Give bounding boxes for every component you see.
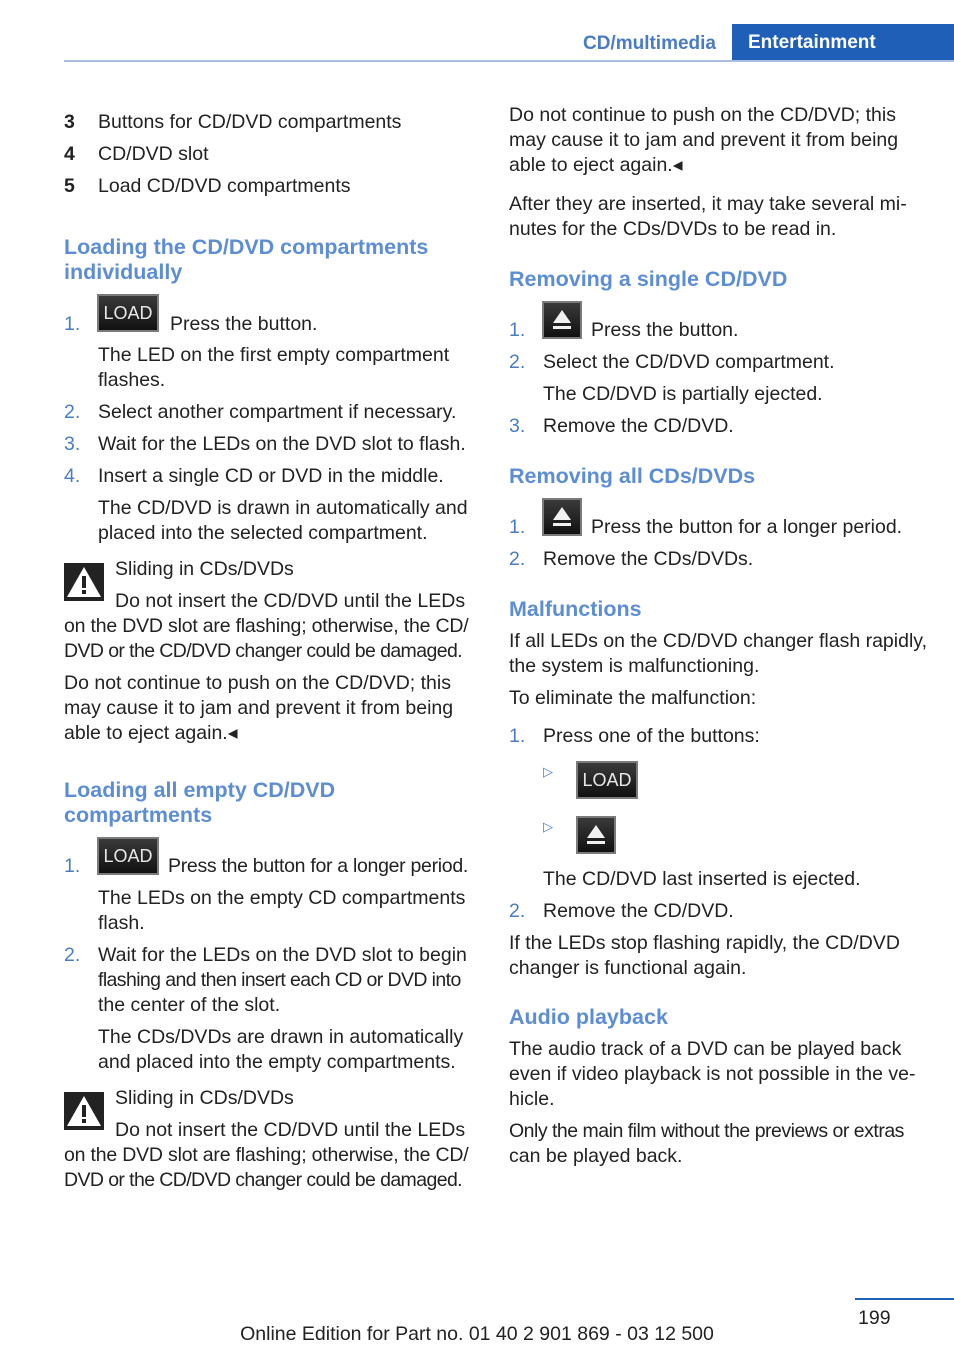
heading-line: compartments — [64, 803, 213, 827]
paragraph-line: To eliminate the malfunction: — [509, 687, 757, 709]
paragraph-line: The audio track of a DVD can be played back — [509, 1038, 902, 1060]
step-number: 2. — [64, 944, 81, 966]
warning-icon — [64, 1092, 104, 1130]
eject-button — [542, 498, 582, 536]
footer-edition: Online Edition for Part no. 01 40 2 901 869 - 03 12 500 — [240, 1323, 714, 1345]
legend-number: 5 — [64, 175, 75, 197]
step-text: Press the button for a longer period. — [168, 855, 469, 877]
heading-line: Loading the CD/DVD compartments — [64, 235, 429, 259]
paragraph-line: Only the main film without the previews or extras — [509, 1120, 904, 1142]
step-number: 2. — [64, 401, 81, 423]
step-text: flashing and then insert each CD or DVD into — [98, 969, 461, 991]
paragraph-line: After they are inserted, it may take several mi‐ — [509, 193, 907, 215]
step-number: 3. — [64, 433, 81, 455]
step-text: Select another compartment if necessary. — [98, 401, 457, 423]
heading-malfunctions: Malfunctions — [509, 597, 642, 621]
paragraph-line: may cause it to jam and prevent it from being — [509, 129, 899, 151]
warning-text: Do not insert the CD/DVD until the LEDs — [115, 1119, 466, 1141]
header-section-label: CD/multimedia — [582, 33, 716, 54]
header-rule — [64, 60, 954, 62]
step-text: Select the CD/DVD compartment. — [543, 351, 835, 373]
step-number: 3. — [509, 415, 526, 437]
heading-loading-individually — [64, 235, 428, 285]
step-text: Wait for the LEDs on the DVD slot to begin — [98, 944, 467, 966]
step-note: The LED on the first empty compartment — [98, 344, 450, 366]
step-text: Press the button for a longer period. — [591, 516, 903, 538]
eject-icon — [553, 310, 571, 323]
legend-number: 3 — [64, 111, 75, 133]
eject-button — [542, 301, 582, 339]
step-note: The CD/DVD is drawn in automatically and — [98, 497, 468, 519]
paragraph-line: Do not continue to push on the CD/DVD; this — [509, 104, 896, 126]
eject-icon-bar — [553, 523, 571, 526]
eject-icon-bar — [587, 841, 605, 844]
legend-text: Buttons for CD/DVD compartments — [98, 111, 402, 133]
heading-removing-all: Removing all CDs/DVDs — [509, 464, 756, 488]
warning-title: Sliding in CDs/DVDs — [115, 558, 294, 580]
step-text: Press the button. — [170, 313, 318, 335]
paragraph-line: able to eject again.◂ — [64, 722, 238, 744]
paragraph-line: the system is malfunctioning. — [509, 655, 760, 677]
bullet-icon: ▷ — [543, 764, 553, 779]
legend-text: CD/DVD slot — [98, 143, 209, 165]
step-number: 2. — [509, 548, 526, 570]
paragraph-line: If the LEDs stop flashing rapidly, the CD/DVD — [509, 932, 900, 954]
step-note: The CDs/DVDs are drawn in automatically — [98, 1026, 464, 1048]
step-note: flash. — [98, 912, 145, 934]
paragraph-line: nutes for the CDs/DVDs to be read in. — [509, 218, 837, 240]
warning-text: DVD or the CD/DVD changer could be damaged. — [64, 1169, 463, 1191]
heading-line: Loading all empty CD/DVD — [64, 778, 336, 802]
step-note: placed into the selected compartment. — [98, 522, 428, 544]
paragraph-line: even if video playback is not possible in the ve‐ — [509, 1063, 916, 1085]
step-note: The CD/DVD is partially ejected. — [543, 383, 823, 405]
bullet-icon: ▷ — [543, 819, 553, 834]
paragraph-line: changer is functional again. — [509, 957, 747, 979]
step-text: Remove the CDs/DVDs. — [543, 548, 754, 570]
step-text: Press the button. — [591, 319, 739, 341]
paragraph-line: can be played back. — [509, 1145, 683, 1167]
load-button: LOAD — [97, 294, 159, 332]
step-number: 4. — [64, 465, 81, 487]
load-button: LOAD — [97, 837, 159, 875]
step-text: Wait for the LEDs on the DVD slot to flash. — [98, 433, 466, 455]
footer-rule — [855, 1298, 954, 1300]
warning-text: DVD or the CD/DVD changer could be damaged. — [64, 640, 463, 662]
warning-text: on the DVD slot are flashing; otherwise, the CD/ — [64, 1144, 469, 1166]
warning-title: Sliding in CDs/DVDs — [115, 1087, 294, 1109]
heading-loading-all — [64, 778, 335, 828]
legend-text: Load CD/DVD compartments — [98, 175, 351, 197]
step-note: and placed into the empty compartments. — [98, 1051, 456, 1073]
page-number: 199 — [858, 1307, 891, 1329]
step-number: 1. — [64, 313, 81, 335]
step-text: Remove the CD/DVD. — [543, 415, 734, 437]
heading-line: individually — [64, 260, 183, 284]
step-note: The CD/DVD last inserted is ejected. — [543, 868, 861, 890]
step-number: 2. — [509, 351, 526, 373]
step-number: 1. — [509, 319, 526, 341]
paragraph-line: able to eject again.◂ — [509, 154, 683, 176]
paragraph-line: hicle. — [509, 1088, 555, 1110]
step-number: 1. — [64, 855, 81, 877]
heading-audio-playback: Audio playback — [509, 1005, 668, 1029]
heading-removing-single: Removing a single CD/DVD — [509, 267, 788, 291]
paragraph-line: Do not continue to push on the CD/DVD; this — [64, 672, 451, 694]
step-text: Press one of the buttons: — [543, 725, 760, 747]
paragraph-line: may cause it to jam and prevent it from being — [64, 697, 454, 719]
eject-icon — [553, 507, 571, 520]
step-number: 2. — [509, 900, 526, 922]
paragraph-line: If all LEDs on the CD/DVD changer flash rapidly, — [509, 630, 927, 652]
warning-icon — [64, 563, 104, 601]
step-text: the center of the slot. — [98, 994, 281, 1016]
header-chapter-tab: Entertainment — [732, 24, 954, 61]
load-button: LOAD — [576, 761, 638, 799]
step-note: flashes. — [98, 369, 166, 391]
eject-icon — [587, 825, 605, 838]
step-number: 1. — [509, 516, 526, 538]
eject-button — [576, 816, 616, 854]
legend-number: 4 — [64, 143, 75, 165]
step-note: The LEDs on the empty CD compartments — [98, 887, 466, 909]
warning-text: on the DVD slot are flashing; otherwise, the CD/ — [64, 615, 469, 637]
warning-text: Do not insert the CD/DVD until the LEDs — [115, 590, 466, 612]
step-number: 1. — [509, 725, 526, 747]
step-text: Remove the CD/DVD. — [543, 900, 734, 922]
step-text: Insert a single CD or DVD in the middle. — [98, 465, 444, 487]
eject-icon-bar — [553, 326, 571, 329]
